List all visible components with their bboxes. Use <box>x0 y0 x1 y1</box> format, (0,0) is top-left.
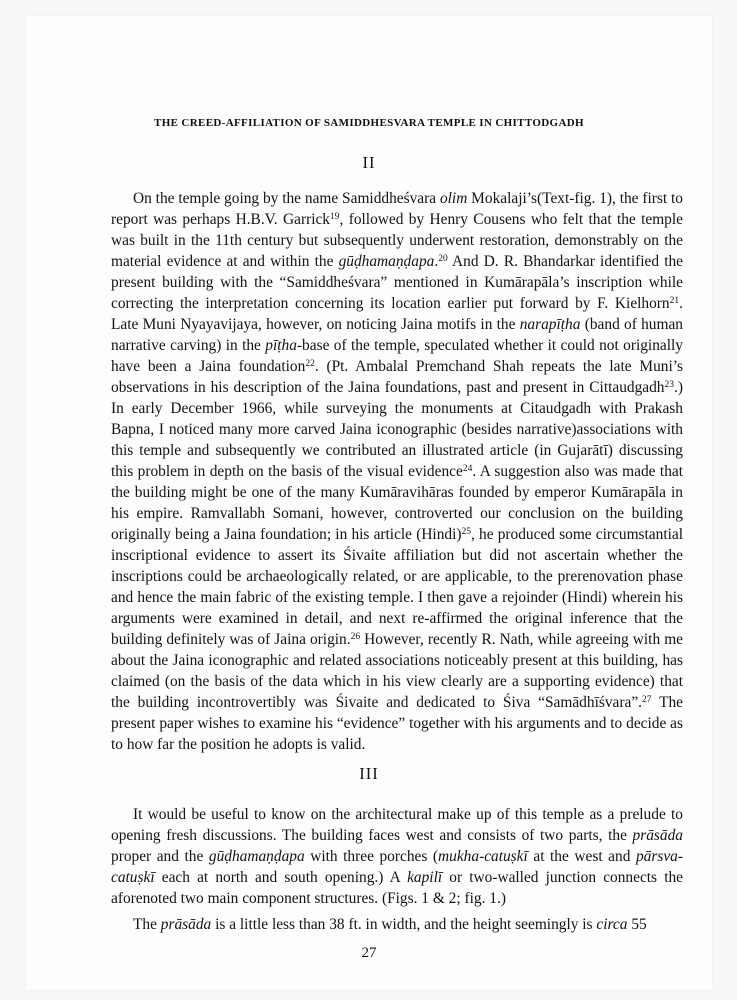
paragraph: The prāsāda is a little less than 38 ft. in width, and the height seemingly is circa 55 <box>133 916 647 933</box>
running-header: THE CREED-AFFILIATION OF SAMIDDHESVARA TEMPLE IN CHITTODGADH <box>154 117 584 129</box>
section-heading-iii: III <box>359 764 379 783</box>
section-ii-body <box>111 188 683 755</box>
section-iii-body-continued <box>111 914 683 935</box>
paragraph: On the temple going by the name Samiddheśvara olim Mokalaji’s(Text-fig. 1), the first to report was perhaps H.B.V. Garrick$^{19}$, followed by Henry Cousens who felt that the temple was built in the 11th century but subsequently underwent restoration, demonstrably on the material evidence at and within the gūḍhamaṇḍapa.$^{20}$ And D. R. Bhandarkar identified the present building with the “Samiddheśvara” mentioned in Kumārapāla’s inscription while correcting the interpretation concerning its location earlier put forward by F. Kielhorn$^{21}$. Late Muni Nyayavijaya, however, on noticing Jaina motifs in the narapīṭha (band of human narrative carving) in the pīṭha-base of the temple, speculated whether it could not originally have been a Jaina foundation$^{22}$. (Pt. Ambalal Premchand Shah repeats the late Muni’s observations in his description of the Jaina foundations, past and present in Cittaudgadh$^{23}$.) In early December 1966, while surveying the monuments at Citaudgadh with Prakash Bapna, I noticed many more carved Jaina iconographic (besides narrative)associations with this temple and subsequently we contributed an illustrated article (in Gujarātī) discussing this problem in depth on the basis of the visual evidence$^{24}$. A suggestion also was made that the building might be one of the many Kumāravihāras founded by emperor Kumārapāla in his empire. Ramvallabh Somani, however, controverted our conclusion on the building originally being a Jaina foundation; in his article (Hindi)$^{25}$, he produced some circumstantial inscriptional evidence to assert its Śivaite affiliation but did not ascertain whether the inscriptions could be archaeologically related, or are applicable, to the prerenovation phase and hence the main fabric of the existing temple. I then gave a rejoinder (Hindi) wherein his arguments were examined in detail, and next re-affirmed the original inference that the building definitely was of Jaina origin.$^{26}$ However, recently R. Nath, while agreeing with me about the Jaina iconographic and related associations noticeably present at this building, has claimed (on the basis of the data which in his view clearly are a supporting evidence) that the building incontrovertibly was Śivaite and dedicated to Śiva “Samādhīśvara”.$^{27}$ The present paper wishes to examine his “evidence” together with his arguments and to decide as to how far the position he adopts is valid. <box>111 190 684 753</box>
scanned-page <box>26 16 712 990</box>
page-number: 27 <box>361 945 377 961</box>
paragraph: It would be useful to know on the architectural make up of this temple as a prelude to opening fresh discussions. The building faces west and consists of two parts, the prāsāda proper and the gūḍhamaṇḍapa with three porches (mukha-catuṣkī at the west and pārsva-catuṣkī each at north and south opening.) A kapilī or two-walled junction connects the aforenoted two main component structures. (Figs. 1 & 2; fig. 1.) <box>111 806 683 907</box>
section-iii-body <box>111 804 683 909</box>
section-heading-ii: II <box>362 153 376 172</box>
